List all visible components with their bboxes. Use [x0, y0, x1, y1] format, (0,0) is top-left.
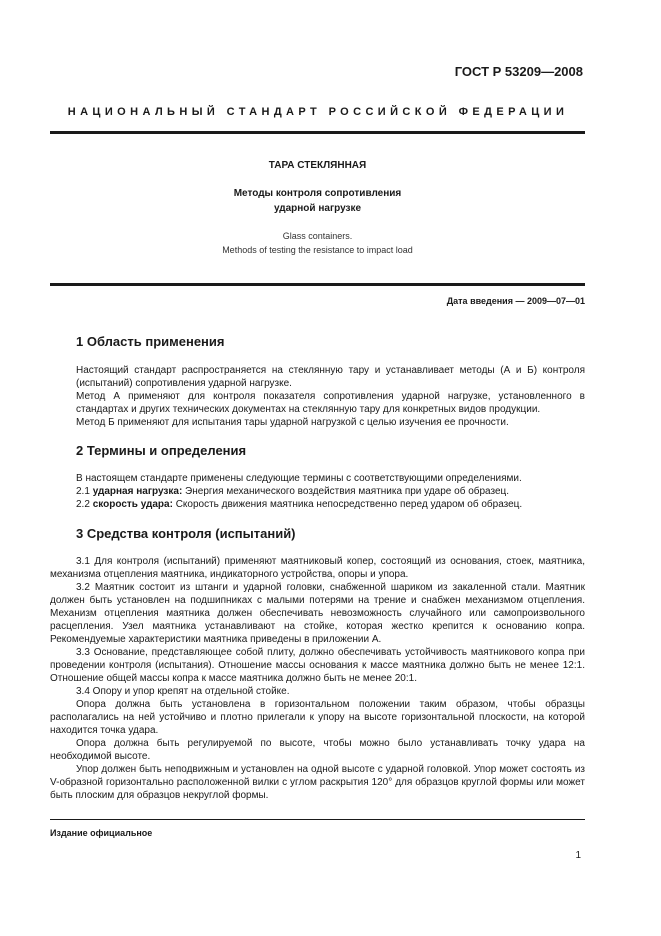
title-rule	[50, 283, 585, 286]
footer-rule	[50, 819, 585, 820]
term-definition: Скорость движения маятника непосредственно перед ударом об образец.	[172, 499, 523, 510]
document-subtitle	[50, 186, 585, 216]
paragraph: 3.2 Маятник состоит из штанги и ударной головки, снабженной шариком из закаленной стали. Маятник должен быть установлен на подшипниках с малыми потерями на трение и снабжен механизмом отцепления. Механизм отцепления маятника должен обеспечивать невозможность случайного или самопроизвольного расцепления. Узел маятника устанавливают на стойке, которая жестко крепится к основанию копра. Рекомендуемые характеристики маятника приведены в приложении А.	[50, 582, 585, 645]
effective-date: Дата введения — 2009—07—01	[446, 296, 585, 306]
paragraph: 3.1 Для контроля (испытаний) применяют маятниковый копер, состоящий из основания, стоек, маятника, механизма отцепления маятника, индикаторного устройства, опоры и упора.	[50, 556, 585, 580]
term-number: 2.1	[76, 486, 90, 497]
section-3-heading: 3 Средства контроля (испытаний)	[76, 526, 296, 541]
subtitle-line-2: ударной нагрузке	[273, 203, 362, 214]
paragraph: Опора должна быть установлена в горизонтальном положении таким образом, чтобы образцы располагались на ней устойчиво и плотно прилегали к упору на высоте горизонтальной плоскости, на которой находится точка удара.	[50, 699, 585, 736]
paragraph: Настоящий стандарт распространяется на стеклянную тару и устанавливает методы (А и Б) контроля (испытаний) сопротивления ударной нагрузке.	[76, 365, 585, 389]
term-name: ударная нагрузка:	[92, 486, 183, 497]
subtitle-line-1: Методы контроля сопротивления	[233, 188, 402, 199]
organization-banner: НАЦИОНАЛЬНЫЙ СТАНДАРТ РОССИЙСКОЙ ФЕДЕРАЦИИ	[67, 106, 569, 118]
document-title: ТАРА СТЕКЛЯННАЯ	[268, 160, 367, 171]
section-1-body	[76, 364, 585, 429]
paragraph: Упор должен быть неподвижным и установлен на одной высоте с ударной головкой. Упор может состоять из V-образной горизонтально расположенной вилки с углом раскрытия 120° для образцов круглой формы или может быть плоским для образцов некруглой формы.	[50, 764, 585, 801]
term-definition: Энергия механического воздействия маятника при ударе об образец.	[182, 486, 510, 497]
header-rule	[50, 131, 585, 134]
section-2-heading: 2 Термины и определения	[76, 443, 247, 458]
edition-label: Издание официальное	[50, 828, 153, 838]
paragraph: В настоящем стандарте применены следующие термины с соответствующими определениями.	[76, 473, 522, 484]
english-title-line-2: Methods of testing the resistance to impact load	[222, 245, 413, 255]
term-number: 2.2	[76, 499, 90, 510]
term-2-2	[76, 498, 585, 511]
section-1-heading: 1 Область применения	[76, 334, 225, 349]
paragraph: 3.3 Основание, представляющее собой плиту, должно обеспечивать устойчивость маятникового копра при проведении контроля (испытания). Отношение массы основания к массе маятника должно быть не менее 12:1. Отношение общей массы копра к массе маятника должно быть не менее 20:1.	[50, 647, 585, 684]
paragraph: Опора должна быть регулируемой по высоте, чтобы можно было устанавливать точку удара на необходимой высоте.	[50, 738, 585, 762]
term-2-1	[76, 485, 585, 498]
paragraph: 3.4 Опору и упор крепят на отдельной стойке.	[76, 686, 290, 697]
paragraph: Метод Б применяют для испытания тары ударной нагрузкой с целью изучения ее прочности.	[76, 417, 509, 428]
standard-id: ГОСТ Р 53209—2008	[454, 64, 583, 79]
term-name: скорость удара:	[92, 499, 173, 510]
english-title-line-1: Glass containers.	[282, 231, 353, 241]
page-number: 1	[575, 850, 581, 861]
section-2-body	[76, 472, 585, 511]
paragraph: Метод А применяют для контроля показателя сопротивления ударной нагрузке, установленного в стандартах и других технических документах на стеклянную тару для конкретных видов продукции.	[76, 391, 585, 415]
english-title	[50, 229, 585, 257]
section-3-body	[50, 555, 585, 802]
